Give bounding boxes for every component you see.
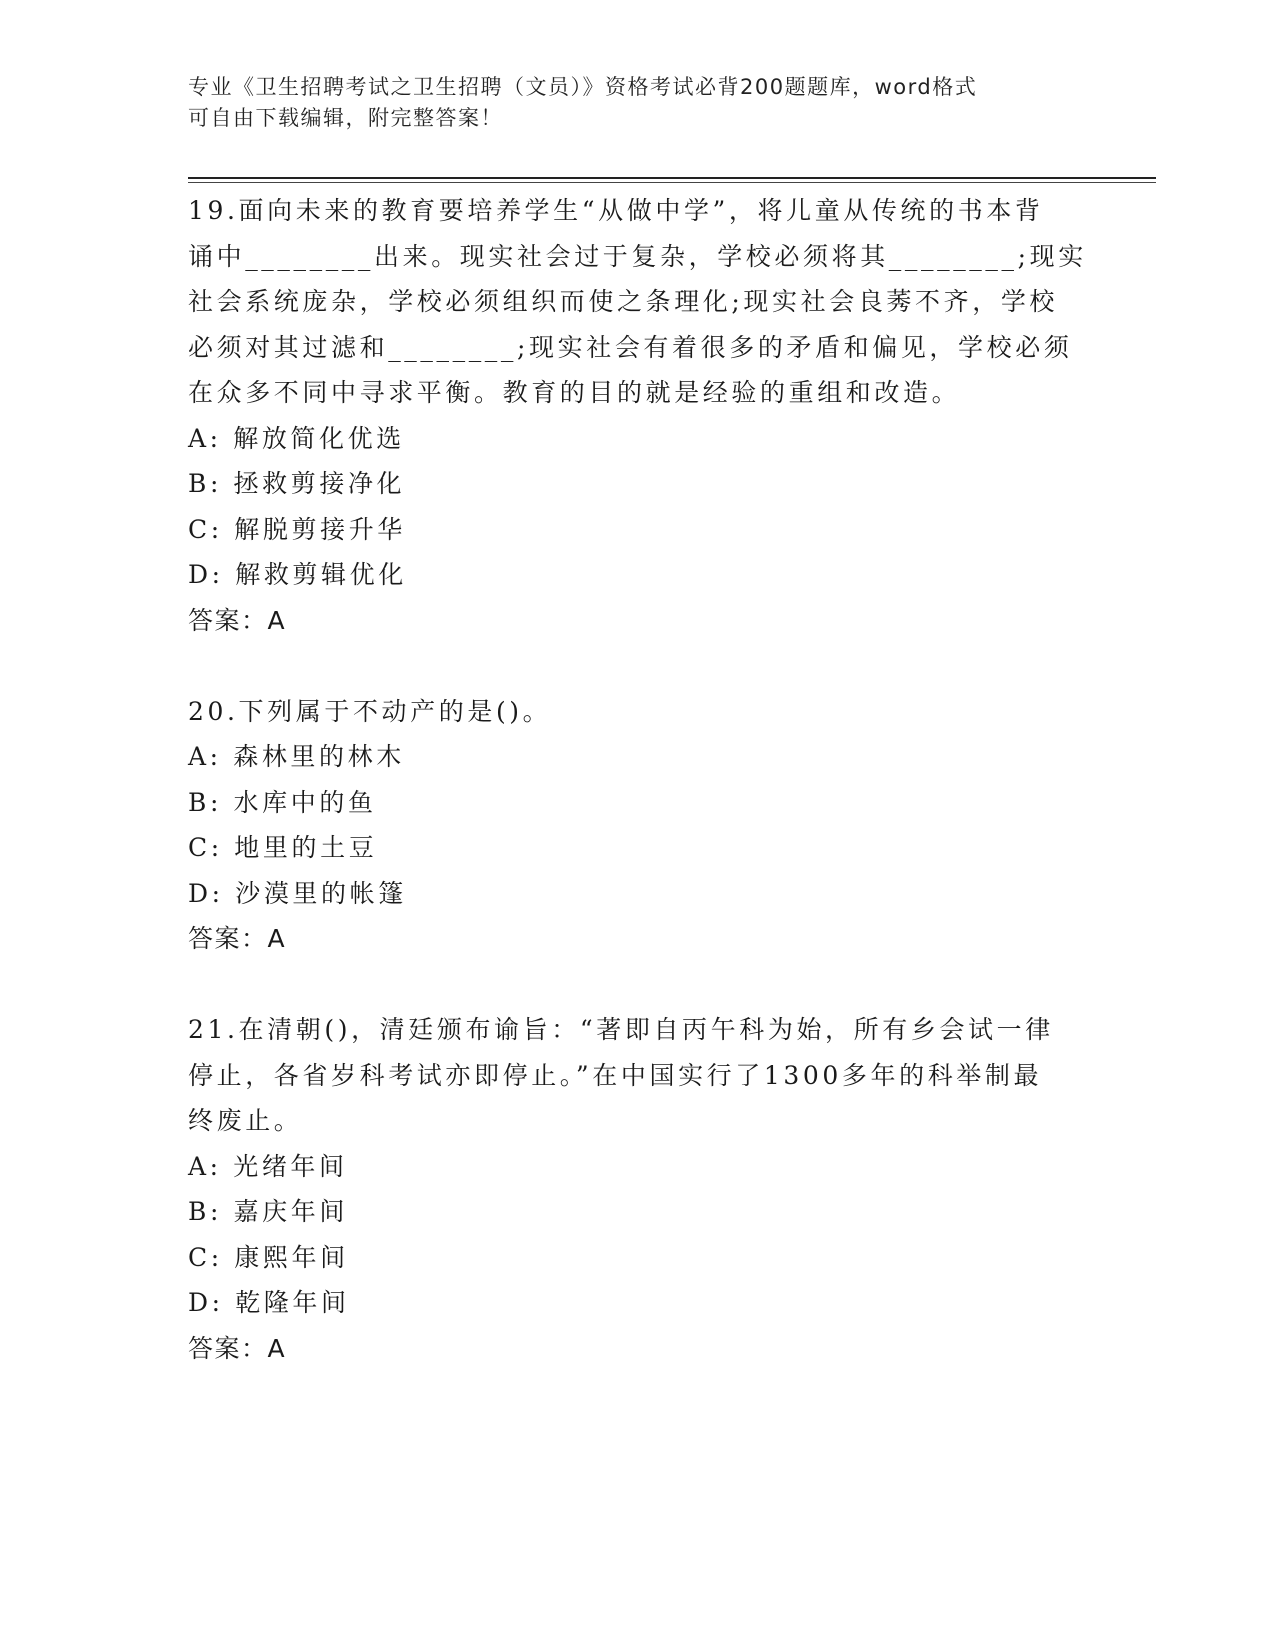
answer: 答案：A: [188, 924, 287, 953]
option-d: D: 沙漠里的帐篷: [188, 878, 407, 908]
question-21: [188, 1007, 1088, 1371]
option-d: D: 乾隆年间: [188, 1288, 350, 1317]
question-text: 20.下列属于不动产的是()。: [188, 696, 552, 726]
option-a: A: 森林里的林木: [188, 742, 405, 771]
option-c: C: 解脱剪接升华: [188, 514, 406, 544]
option-b: B: 嘉庆年间: [188, 1197, 348, 1226]
question-text: 在众多不同中寻求平衡。教育的目的就是经验的重组和改造。: [188, 378, 961, 407]
option-b: B: 拯救剪接净化: [188, 469, 406, 498]
option-a: A: 解放简化优选: [188, 423, 405, 453]
answer: 答案：A: [188, 1333, 287, 1363]
question-text: 终废止。: [188, 1106, 303, 1135]
question-text: 社会系统庞杂，学校必须组织而使之条理化;现实社会良莠不齐，学校: [188, 287, 1059, 316]
question-19: [188, 188, 1088, 643]
spacer: [188, 643, 1088, 689]
header-divider-thin: [188, 182, 1156, 183]
option-a: A: 光绪年间: [188, 1151, 348, 1181]
header-line: 专业《卫生招聘考试之卫生招聘（文员）》资格考试必背200题题库，word格式: [188, 75, 978, 99]
header-divider: [188, 177, 1156, 179]
question-20: [188, 689, 1088, 962]
question-text: 必须对其过滤和________;现实社会有着很多的矛盾和偏见，学校必须: [188, 332, 1073, 362]
spacer: [188, 962, 1088, 1008]
question-text: 诵中________出来。现实社会过于复杂，学校必须将其________;现实: [188, 241, 1087, 271]
answer: 答案：A: [188, 605, 287, 635]
question-list: [188, 188, 1088, 1371]
option-b: B: 水库中的鱼: [188, 787, 377, 817]
question-text: 21.在清朝()，清廷颁布谕旨：“著即自丙午科为始，所有乡会试一律: [188, 1015, 1054, 1044]
option-d: D: 解救剪辑优化: [188, 560, 407, 589]
header-line: 可自由下载编辑，附完整答案！: [188, 106, 503, 130]
question-text: 停止，各省岁科考试亦即停止。”在中国实行了1300多年的科举制最: [188, 1060, 1043, 1090]
document-header: [188, 72, 1068, 134]
option-c: C: 康熙年间: [188, 1242, 349, 1272]
question-text: 19.面向未来的教育要培养学生“从做中学”，将儿童从传统的书本背: [188, 196, 1044, 225]
option-c: C: 地里的土豆: [188, 833, 378, 862]
